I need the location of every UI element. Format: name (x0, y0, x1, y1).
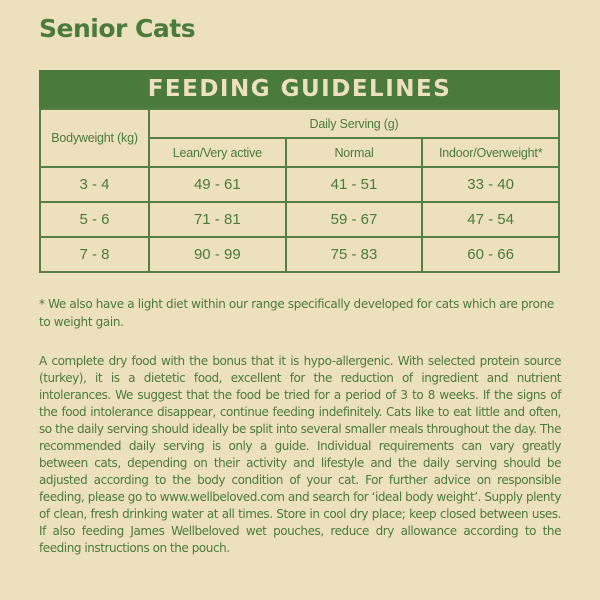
lean-cell: 71 - 81 (149, 202, 286, 237)
bodyweight-cell: 7 - 8 (40, 237, 149, 272)
lean-cell: 90 - 99 (149, 237, 286, 272)
table-row (40, 237, 559, 272)
footnote: * We also have a light diet within our range specifically developed for cats which are prone to weight gain. (39, 297, 554, 329)
column-header-indoor: Indoor/Overweight* (422, 138, 559, 167)
product-description: A complete dry food with the bonus that it is hypo-allergenic. With selected protein source (turkey), it is a dietetic food, excellent for the reduction of ingredient and nutrient intolerances. We suggest that the food be tried for a period of 3 to 8 weeks. If the signs of the food intolerance disappear, continue feeding indefinitely. Cats like to eat little and often, so the daily serving should ideally be split into several smaller meals throughout the day. The recommended daily serving is only a guide. Individual requirements can vary greatly between cats, depending on their activity and lifestyle and the daily serving should be adjusted according to the body condition of your cat. For further advice on responsible feeding, please go to www.wellbeloved.com and search for ‘ideal body weight’. Supply plenty of clean, fresh drinking water at all times. Store in cool dry place; keep closed between uses. If also feeding James Wellbeloved wet pouches, reduce dry allowance according to the feeding instructions on the pouch. (39, 354, 561, 555)
normal-cell: 75 - 83 (286, 237, 423, 272)
page-title: Senior Cats (39, 14, 196, 43)
indoor-cell: 60 - 66 (422, 237, 559, 272)
normal-cell: 59 - 67 (286, 202, 423, 237)
feeding-guidelines-table (39, 70, 560, 273)
column-header-lean: Lean/Very active (149, 138, 286, 167)
bodyweight-cell: 5 - 6 (40, 202, 149, 237)
header-row-daily-serving (40, 109, 559, 138)
feeding-table-grid (39, 108, 560, 273)
table-row (40, 167, 559, 202)
lean-cell: 49 - 61 (149, 167, 286, 202)
indoor-cell: 47 - 54 (422, 202, 559, 237)
normal-cell: 41 - 51 (286, 167, 423, 202)
daily-serving-header: Daily Serving (g) (149, 109, 559, 138)
bodyweight-cell: 3 - 4 (40, 167, 149, 202)
column-header-normal: Normal (286, 138, 423, 167)
table-row (40, 202, 559, 237)
indoor-cell: 33 - 40 (422, 167, 559, 202)
bodyweight-header: Bodyweight (kg) (40, 109, 149, 167)
feeding-guidelines-banner: FEEDING GUIDELINES (39, 70, 560, 108)
